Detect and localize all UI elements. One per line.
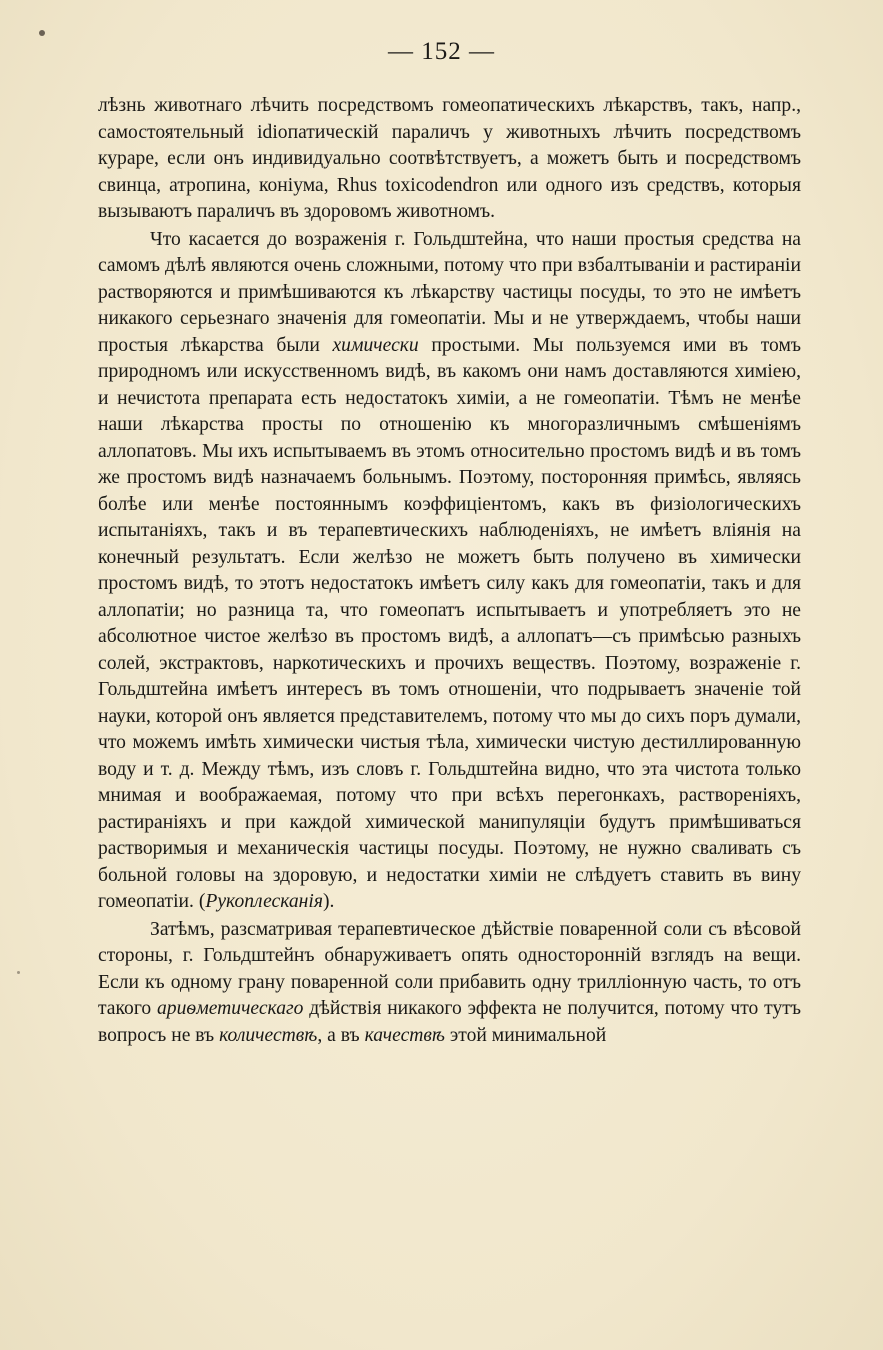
paragraph	[98, 917, 801, 1050]
italic-text-run: химически	[332, 334, 419, 356]
text-run: лѣзнь животнаго лѣчить посредствомъ гомеопатическихъ лѣкарствъ, такъ, напр., самостоятельный idiопатическій параличъ у животныхъ лѣчить посредствомъ кураре, если онъ индивидуально соотвѣтствуетъ, а можетъ быть и посредствомъ свинца, атропина, конiума, Rhus toxicodendron или одного изъ средствъ, которыя вызываютъ параличъ въ здоровомъ животномъ.	[98, 95, 801, 222]
page-number: — 152 —	[388, 38, 495, 65]
italic-text-run: качествѣ	[364, 1024, 445, 1046]
paragraph	[98, 227, 801, 916]
body-text	[98, 93, 801, 1049]
text-run: дѣйствія никакого эффекта не получится, потому что тутъ вопросъ не въ	[98, 998, 801, 1046]
text-run: , а въ	[317, 1024, 365, 1046]
ink-speck	[39, 30, 45, 36]
italic-text-run: Рукоплесканія	[205, 891, 323, 912]
text-run: Затѣмъ, разсматривая терапевтическое дѣйствіе поваренной соли съ вѣсовой стороны, г. Гольдштейнъ обнаруживаетъ опять односторонній взглядъ на вещи. Если къ одному грану поваренной соли прибавить одну трилліонную часть, то отъ такого	[98, 918, 801, 1019]
text-run: простыми. Мы пользуемся ими въ томъ природномъ или искусственномъ видѣ, въ какомъ они намъ доставляются химіею, и нечистота препарата есть недостатокъ химіи, а не гомеопатіи. Тѣмъ не менѣе наши лѣкарства просты по отношенію къ многоразличнымъ смѣшеніямъ аллопатовъ. Мы ихъ испытываемъ въ этомъ относительно простомъ видѣ и въ томъ же простомъ видѣ назначаемъ больнымъ. Поэтому, посторонняя примѣсь, являясь болѣе или менѣе постояннымъ коэффиціентомъ, какъ въ физіологическихъ испытаніяхъ, такъ и въ терапевтическихъ наблюденіяхъ, не имѣетъ вліянія на конечный результатъ. Если желѣзо не можетъ быть получено въ химически простомъ видѣ, то этотъ недостатокъ имѣетъ силу какъ для гомеопатіи, такъ и для аллопатіи; но разница та, что гомеопатъ испытываетъ и употребляетъ это не абсолютное чистое желѣзо въ простомъ видѣ, а аллопатъ—съ примѣсью разныхъ солей, экстрактовъ, наркотическихъ и прочихъ веществъ. Поэтому, возраженіе г. Гольдштейна имѣетъ интересъ въ томъ отношеніи, что подрываетъ значеніе той науки, которой онъ является представителемъ, потому что мы до сихъ поръ думали, что можемъ имѣть химически чистыя тѣла, химически чистую дестиллированную воду и т. д. Между тѣмъ, изъ словъ г. Гольдштейна видно, что эта чистота только мнимая и воображаемая, потому что при всѣхъ перегонкахъ, раствореніяхъ, растираніяхъ и при каждой химической манипуляціи будутъ примѣшиваться растворимыя и механическія частицы посуды. Поэтому, не нужно сваливать съ больной головы на здоровую, и недостатки химіи не слѣдуетъ ставить въ вину гомеопатіи. (	[98, 334, 802, 912]
paragraph	[98, 93, 801, 226]
text-run: ).	[322, 891, 335, 912]
italic-text-run: ариѳметическаго	[157, 998, 304, 1019]
text-run: Что касается до возраженія г. Гольдштейна, что наши простыя средства на самомъ дѣлѣ являются очень сложными, потому что при взбалтываніи и растираніи растворяются и примѣшиваются къ лѣкарству частицы посуды, то это не имѣетъ никакого серьезнаго значенія для гомеопатіи. Мы и не утверждаемъ, чтобы наши простыя лѣкарства были	[98, 228, 801, 356]
ink-speck	[17, 971, 20, 974]
text-run: этой минимальной	[445, 1024, 607, 1046]
italic-text-run: количествѣ	[219, 1024, 318, 1046]
